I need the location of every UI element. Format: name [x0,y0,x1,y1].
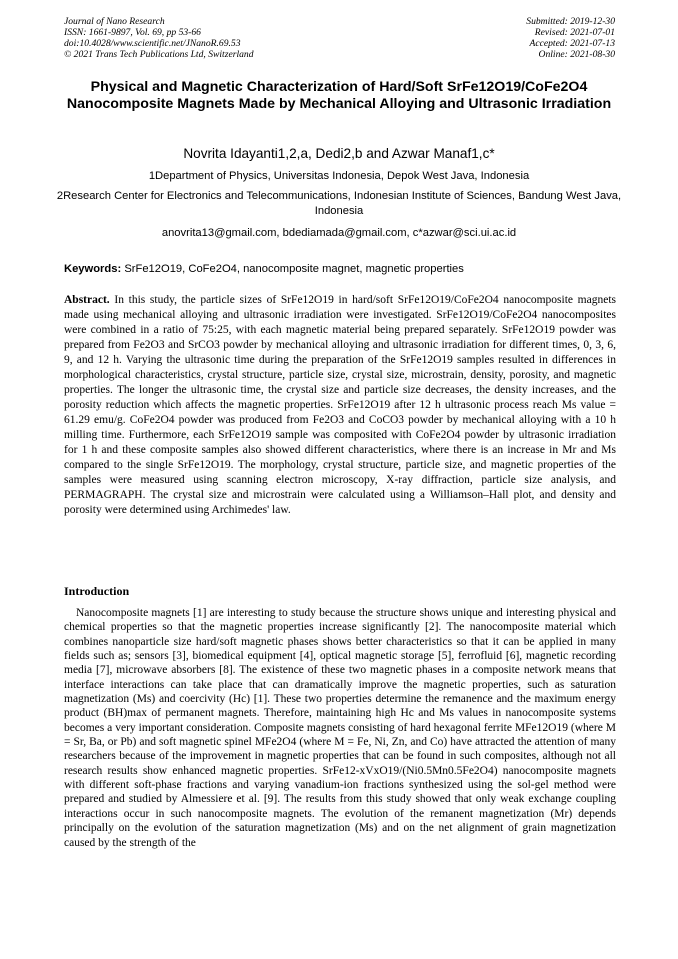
date-online: Online: 2021-08-30 [538,49,615,60]
publication-dates [526,16,615,60]
introduction-paragraph: Nanocomposite magnets [1] are interesting to study because the structure shows unique and interesting physical and chemical properties so that the magnetic properties increase significantly [2]. The nanocomposite material which combines nanoparticle size hard/soft magnetic phases shows better characteristics so that it can be applied in many fields such as; sensors [3], biomedical equipment [4], optical magnetic storage [5], ferrofluid [6], magnetic recording media [7], microwave absorbers [8]. The existence of these two magnetic phases in a composite network means that interface interactions can take place that can dramatically improve the magnetic properties, such as saturation magnetization (Ms) and coercivity (Hc) [1]. These two properties determine the remanence and the maximum energy product (BH)max of permanent magnets. Therefore, maintaining high Hc and Ms values in nanocomposite systems becomes a very important consideration. Composite magnets consisting of hard hexagonal ferrite MFe12O19 (where M = Sr, Ba, or Pb) and soft magnetic spinel MFe2O4 (where M = Fe, Ni, Zn, and Co) have attracted the attention of many researchers because of the improvement in magnetic properties that can be found in such composites, although not all research results show enhanced magnetic properties. SrFe12-xVxO19/(Ni0.5Mn0.5Fe2O4) nanocomposite magnets with different soft-phase fractions and varying vanadium-ion fractions synthesized using the sol-gel method were prepared and studied by Almessiere et al. [9]. The results from this study showed that only weak exchange coupling interactions occur in such nanocomposite magnets. The evolution of the remanent magnetization (Mr) depends principally on the evolution of the saturation magnetization (Ms) and on the net alignment of grain magnetization caused by the strength of the [64,607,616,849]
journal-name: Journal of Nano Research [64,16,165,27]
affiliation-2: 2Research Center for Electronics and Telecommunications, Indonesian Institute of Sciences, Bandung West Java, Indonesia [56,190,622,217]
keywords-label: Keywords: [64,263,122,275]
journal-info [64,16,254,60]
journal-doi: doi:10.4028/www.scientific.net/JNanoR.69.53 [64,38,241,49]
introduction-text [64,606,616,850]
keywords-text: SrFe12O19, CoFe2O4, nanocomposite magnet, magnetic properties [124,263,464,275]
date-accepted: Accepted: 2021-07-13 [529,38,615,49]
authors: Novrita Idayanti1,2,a, Dedi2,b and Azwar Manaf1,c* [183,146,495,161]
paper-title: Physical and Magnetic Characterization of Hard/Soft SrFe12O19/CoFe2O4 Nanocomposite Magnets Made by Mechanical Alloying and Ultrasonic Irradiation [66,79,612,113]
abstract [64,293,616,518]
date-revised: Revised: 2021-07-01 [534,27,615,38]
abstract-text: In this study, the particle sizes of SrFe12O19 in hard/soft SrFe12O19/CoFe2O4 nanocomposite magnets made using mechanical alloying and ultrasonic irradiation were investigated. SrFe12O19/CoFe2O4 nanocomposites were combined in a ratio of 75:25, with each magnetic material being prepared separately. SrFe12O19 powder was prepared from Fe2O3 and SrCO3 powder by mechanical alloying and ultrasonic irradiation for different times, 0, 3, 6, 9, and 12 h. Varying the ultrasonic time during the preparation of the SrFe12O19 samples resulted in differences in morphological characteristics, crystal structure, particle size, crystal size, microstrain, density, porosity, and magnetic properties. The longer the ultrasonic time, the crystal size and particle size decreases, the density increases, and the porosity reduction which affects the magnetic properties. SrFe12O19 after 12 h ultrasonic process reach Ms value = 61.29 emu/g. CoFe2O4 powder was produced from Fe2O3 and CoCO3 powder by mechanical alloying with a 10 h milling time. Furthermore, each SrFe12O19 sample was composited with CoFe2O4 powder by ultrasonic irradiation for 1 h and these composite samples also showed different characteristics, where there is an increase in Mr and Ms compared to the single SrFe12O19. The morphology, crystal structure, particle size, and magnetic properties of the samples were measured using scanning electron microscopy, X-ray diffraction, particle size analysis, and PERMAGRAPH. The crystal size and microstrain were calculated using a Williamson–Hall plot, and density and porosity were determined using Archimedes' law. [64,294,616,516]
author-emails: anovrita13@gmail.com, bdediamada@gmail.com, c*azwar@sci.ui.ac.id [161,227,517,239]
abstract-label: Abstract. [64,294,110,306]
journal-issn: ISSN: 1661-9897, Vol. 69, pp 53-66 [64,27,201,38]
section-heading-introduction: Introduction [64,584,130,598]
affiliation-1: 1Department of Physics, Universitas Indonesia, Depok West Java, Indonesia [148,170,530,182]
journal-copyright: © 2021 Trans Tech Publications Ltd, Switzerland [64,49,254,60]
keywords [64,262,616,276]
date-submitted: Submitted: 2019-12-30 [526,16,615,27]
